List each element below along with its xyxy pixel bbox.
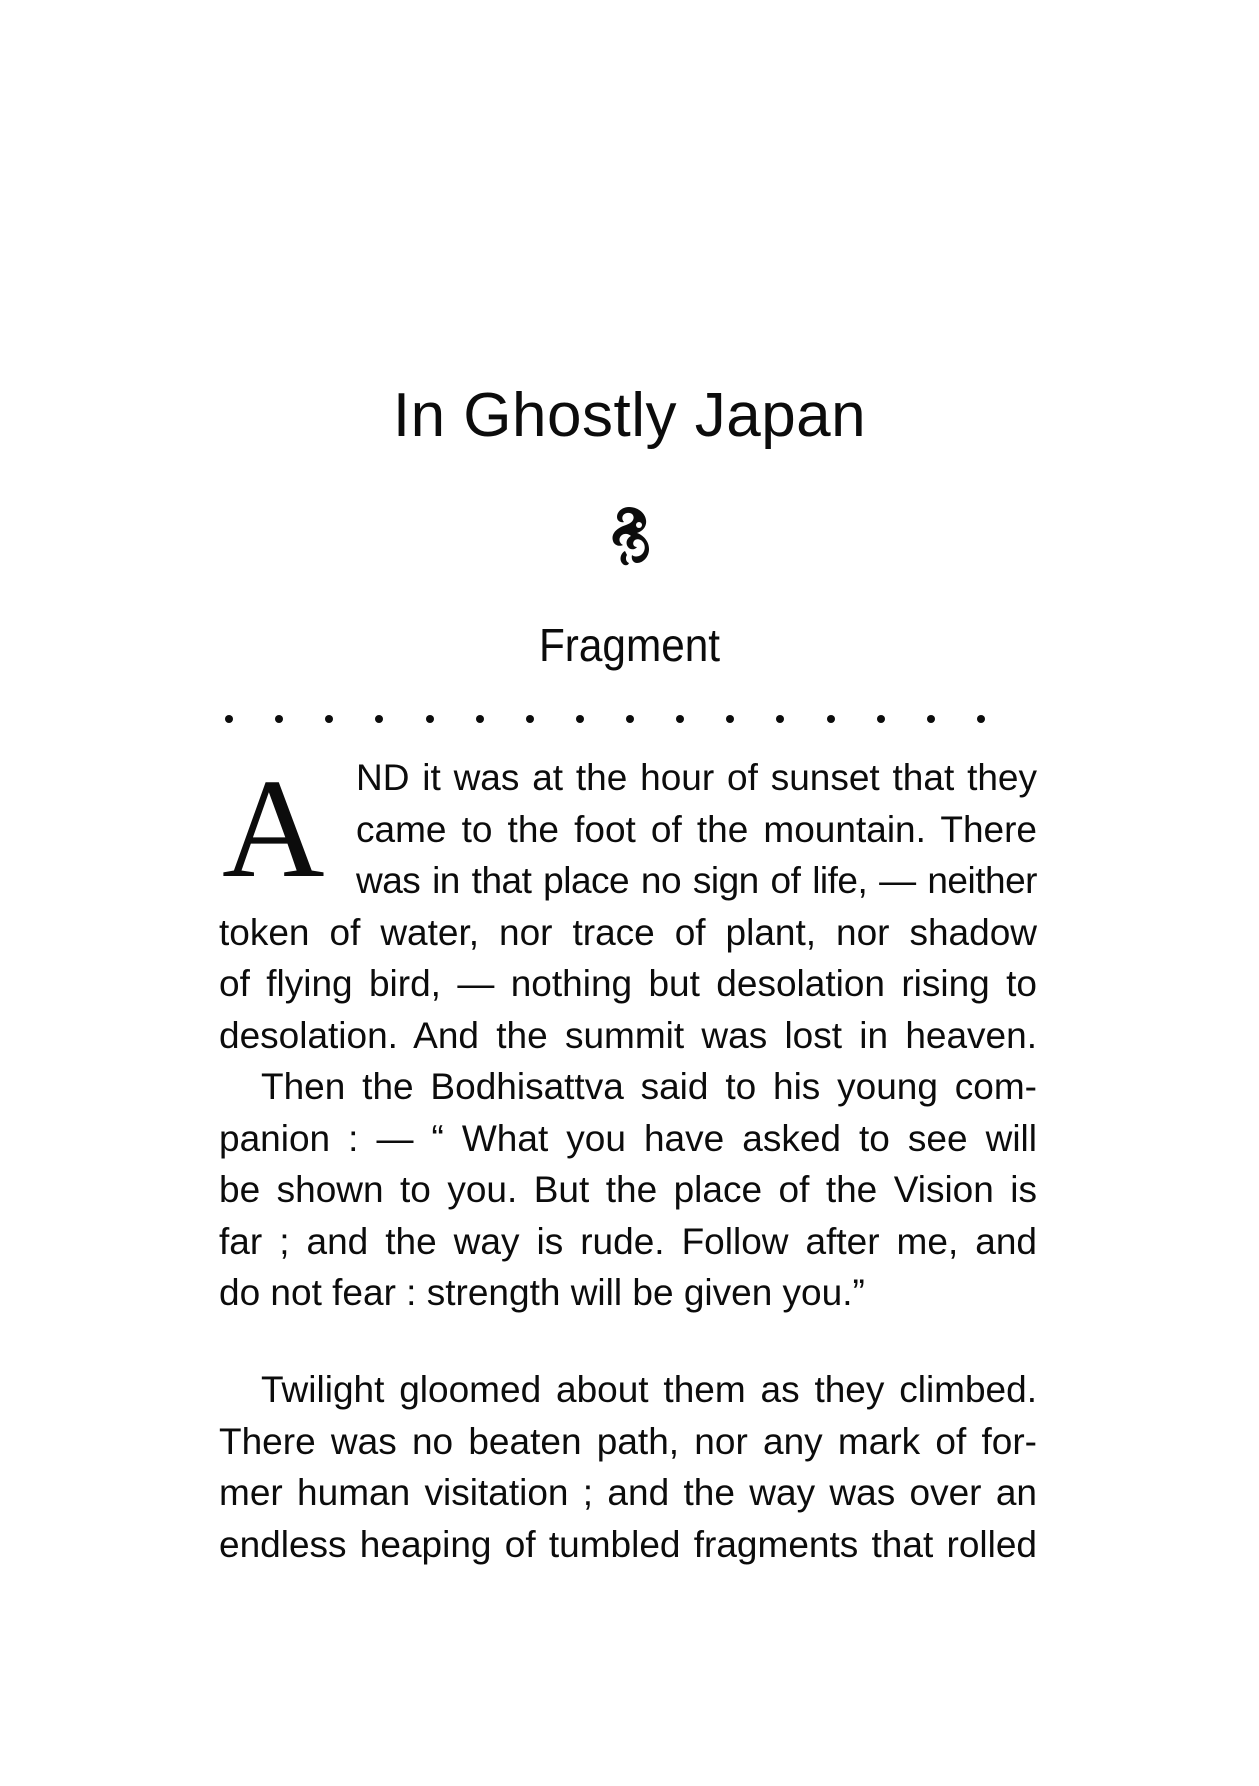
paragraph-1 [219,749,1037,1319]
chapter-title: Fragment [538,619,721,671]
paragraph-3 [219,1364,1037,1570]
text-line: do not fear : strength will be given you.” [219,1272,865,1313]
text-line: Then the Bodhisattva said to his young com- [261,1066,1037,1107]
text-line: of flying bird, — nothing but desolation rising to [219,963,1037,1004]
text-line: was in that place no sign of life, — neither [356,860,1037,901]
drop-cap: A [222,749,325,907]
text-line: far ; and the way is rude. Follow after me, and [219,1220,1037,1262]
text-line: came to the foot of the mountain. There [356,808,1037,850]
book-title: In Ghostly Japan [392,381,867,450]
text-line: Twilight gloomed about them as they climbed. [261,1369,1037,1410]
fleuron-ornament-icon [605,505,653,569]
text-line: panion : — “ What you have asked to see will [219,1117,1037,1159]
text-line: There was no beaten path, nor any mark of for- [219,1420,1037,1462]
section-dot-leader [225,713,985,725]
text-line: be shown to you. But the place of the Vision is [219,1169,1037,1210]
text-line: desolation. And the summit was lost in heaven. [219,1014,1037,1056]
text-line: mer human visitation ; and the way was over an [219,1472,1037,1513]
text-line: token of water, nor trace of plant, nor shadow [219,911,1037,953]
text-line: endless heaping of tumbled fragments that rolled [219,1523,1037,1565]
text-line: ND it was at the hour of sunset that they [356,757,1037,798]
